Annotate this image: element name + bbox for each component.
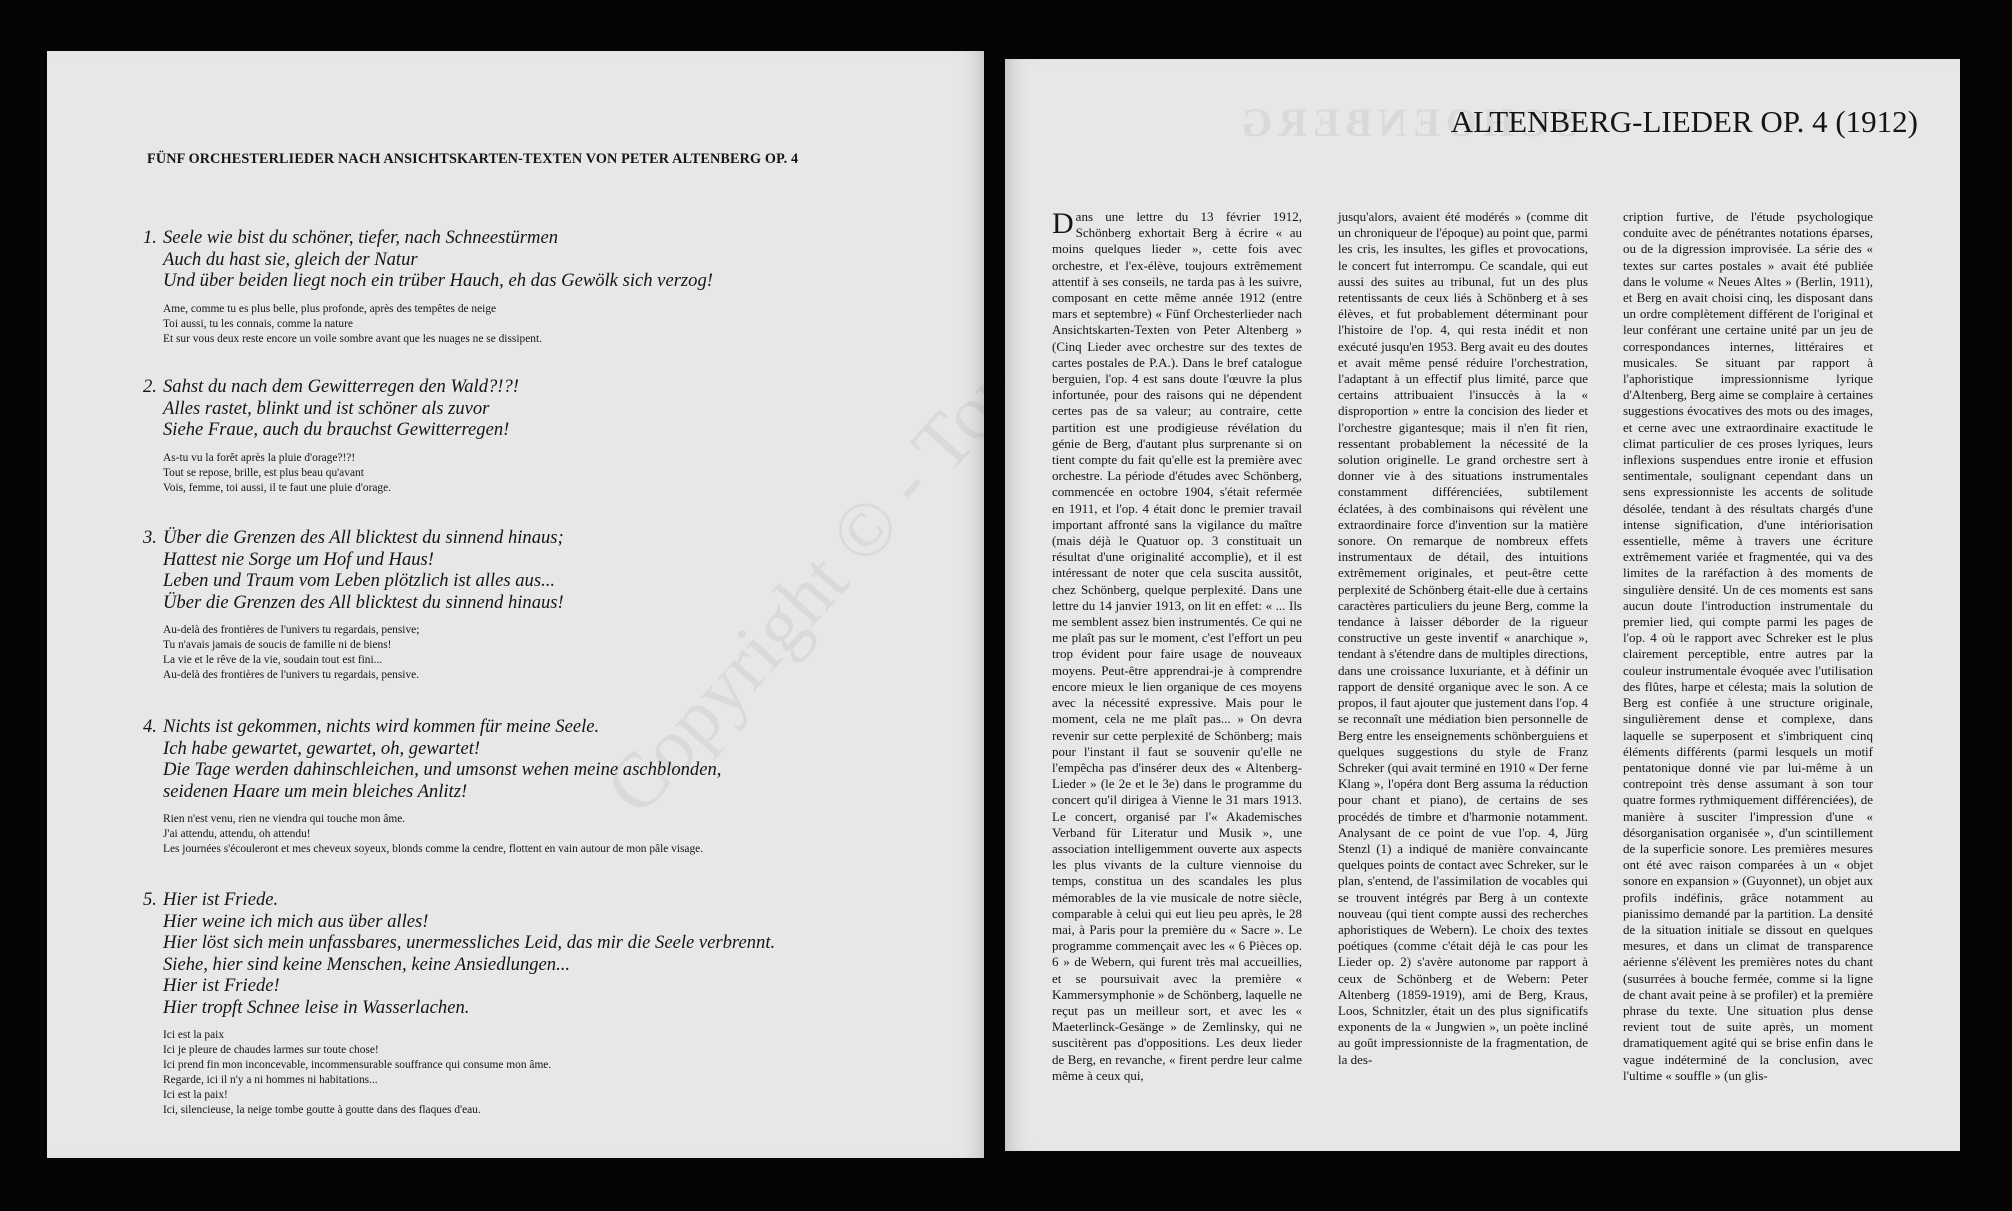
german-line: Hier löst sich mein unfassbares, unermessliches Leid, das mir die Seele verbrennt. [163,932,776,953]
show-through-text: SCHOENBERG [1235,100,1578,145]
french-line: Toi aussi, tu les connais, comme la nature [163,317,353,330]
german-line: Alles rastet, blinkt und ist schöner als zuvor [163,397,490,419]
text-column-2 [1338,209,1588,1068]
french-line: Ici est la paix! [163,1089,228,1101]
right-page-heading: ALTENBERG-LIEDER OP. 4 (1912) [1450,104,1918,139]
german-line: Siehe, hier sind keine Menschen, keine Ansiedlungen... [163,953,571,975]
french-line: Tu n'avais jamais de soucis de famille ni de biens! [163,639,392,651]
german-line: Hier ist Friede! [163,975,280,996]
left-page-heading: FÜNF ORCHESTERLIEDER NACH ANSICHTSKARTEN-TEXTEN VON PETER ALTENBERG OP. 4 [147,151,799,167]
french-line: Les journées s'écouleront et mes cheveux soyeux, blonds comme la cendre, flottent en vain autour de mon pâle visage. [163,843,704,855]
french-line: Ici prend fin mon inconcevable, incommensurable souffrance qui consume mon âme. [163,1059,552,1071]
french-line: J'ai attendu, attendu, oh attendu! [163,828,311,840]
french-line: Regarde, ici il n'y a ni hommes ni habitations... [163,1074,378,1086]
german-line: Auch du hast sie, gleich der Natur [163,248,418,270]
drop-cap: D [1052,207,1074,240]
song-5 [143,889,973,1118]
column-text: cription furtive, de l'étude psychologique conduite avec de pénétrantes notations éparses, ou de la digression improvisée. La série des « textes sur cartes postales » avait été publiée dans le volume « Neues Altes » (Berlin, 1911), et Berg en avait choisi cinq, les disposant dans un ordre complètement différent de l'original et leur conférant une certaine unité par un jeu de correspondances internes, littéraires et musicales. Se situant par rapport à l'aphoristique impressionnisme lyrique d'Altenberg, Berg aime se complaire à certaines suggestions évocatives des mots ou des images, et cerne avec une extraordinaire exactitude le climat particulier de ces proses lyriques, leurs inflexions suspendues entre ironie et effusion sentimentale, soulignant cependant dans un sens expressionniste les accents de solitude désolée, tendant à des résultats chargés d'une intense signification, d'une intériorisation essentielle, même à travers une écriture extrêmement variée et fragmentée, qui va des limites de la raréfaction à des moments de singulière densité. Un de ces moments est sans aucun doute l'introduction instrumentale du premier lied, qui compte parmi les pages de l'op. 4 où le rapport avec Schreker est le plus clairement perceptible, entre autres par la couleur instrumentale évoquée avec l'utilisation des flûtes, harpe et célesta; mais la solution de Berg est confiée à une structure originale, singulièrement dense et complexe, dans laquelle se superposent et s'imbriquent cinq éléments différents (parmi lesquels un motif pentatonique donné vie par lui-même à un contrepoint très dense assumant à son tour quatre formes rythmiquement différenciées), de manière à susciter l'impression d'une « désorganisation organisée », d'un scintillement de la superficie sonore. Les premières mesures ont été avec raison comparées à un « objet sonore en expansion » (Guyonnet), un objet aux profils indéfinis, grâce notamment au pianissimo demandé par la partition. La densité de la situation initiale se dissout en quelques mesures, et dans un climat de transparence aérienne s'élèvent les premières notes du chant (susurrées à bouche fermée, comme si la ligne de chant avait peine à se profiler) et la première phrase du texte. Une situation plus dense revient tout de suite après, un moment dramatiquement agité qui se brise enfin dans le vague indéterminé de la conclusion, avec l'ultime « souffle » (un glis- [1623,209,1873,1083]
german-line: Hier tropft Schnee leise in Wasserlachen. [163,996,470,1018]
french-line: Ame, comme tu es plus belle, plus profonde, après des tempêtes de neige [163,302,497,315]
french-line: Ici je pleure de chaudes larmes sur toute chose! [163,1044,379,1056]
song-1 [143,227,973,347]
french-line: Ici, silencieuse, la neige tombe goutte à goutte dans des flaques d'eau. [163,1104,481,1116]
copyright-watermark: Copyright © - Tous [587,318,1061,830]
german-line: Leben und Traum vom Leben plötzlich ist alles aus... [163,570,556,591]
german-line: Ich habe gewartet, gewartet, oh, gewartet! [163,737,481,759]
german-line: seidenen Haare um mein bleiches Anlitz! [163,780,468,802]
text-column-3 [1623,209,1873,1084]
german-line: Hier ist Friede. [163,889,279,910]
song-2 [143,376,973,496]
song-3 [143,527,973,683]
german-line: Seele wie bist du schöner, tiefer, nach Schneestürmen [163,227,559,248]
song-number: 2. [143,376,157,397]
left-page [47,51,1061,1158]
french-line: Ici est la paix [163,1029,225,1041]
french-line: Tout se repose, brille, est plus beau qu'avant [163,466,364,479]
french-line: Au-delà des frontières de l'univers tu regardais, pensive. [163,669,420,681]
german-line: Über die Grenzen des All blicktest du sinnend hinaus! [163,591,564,613]
song-number: 3. [143,527,157,548]
french-line: Au-delà des frontières de l'univers tu regardais, pensive; [163,624,420,636]
german-line: Und über beiden liegt noch ein trüber Hauch, eh das Gewölk sich verzog! [163,270,713,291]
song-number: 1. [143,227,157,248]
german-line: Über die Grenzen des All blicktest du sinnend hinaus; [163,527,564,548]
column-text: ans une lettre du 13 février 1912, Schönberg exhortait Berg à écrire « au moins quelques lieder », cette fois avec orchestre, et l'ex-élève, toujours extrêmement attentif à ses conseils, ne tarda pas à les suivre, composant en cette même année 1912 (entre mars et septembre) « Fünf Orchesterlieder nach Ansichtskarten-Texten von Peter Altenberg » (Cinq Lieder avec orchestre sur des textes de cartes postales de P.A.). Dans le bref catalogue berguien, l'op. 4 est sans doute l'œuvre la plus infortunée, pour des raisons qui ne dépendent certes pas de sa valeur; au contraire, cette partition est une prodigieuse révélation du génie de Berg, d'autant plus surprenante si on tient compte du fait qu'elle est la première avec orchestre. La période d'études avec Schönberg, commencée en octobre 1904, s'était refermée en 1911, et l'op. 4 était donc le premier travail important affronté sans la vigilance du maître (mais déjà le Quatuor op. 3 constituait un résultat d'une originalité accomplie), et il est intéressant de noter que cela suscita aussitôt, chez Schönberg, quelque perplexité. Dans une lettre du 14 janvier 1913, on lit en effet: « ... Ils me semblent assez bien instrumentés. Ce qui ne me plaît pas sur le moment, c'est l'effort un peu trop évident pour faire usage de nouveaux moyens. Peut-être apprendrai-je à comprendre encore mieux le lien organique de ces moyens avec la nécessité expressive. Mais pour le moment, cela ne me plaît pas... » On devra revenir sur cette perplexité de Schönberg; mais pour l'instant il faut se souvenir qu'elle ne l'empêcha pas d'insérer deux des « Altenberg-Lieder » (le 2e et le 3e) dans le programme du concert qu'il dirigea à Vienne le 31 mars 1913. Le concert, organisé par l'« Akademisches Verband für Literatur und Musik », une association intelligemment ouverte aux aspects les plus vivants de la culture viennoise du temps, constitua un des scandales les plus mémorables de la vie musicale de notre siècle, comparable à celui qui eut lieu peu après, le 28 mai, à Paris pour la première du « Sacre ». Le programme commençait avec les « 6 Pièces op. 6 » de Webern, qui furent très mal accueillies, et se poursuivait avec la première « Kammersymphonie » de Schönberg, laquelle ne reçut pas un meilleur sort, et avec les « Maeterlinck-Gesänge » de Zemlinsky, qui ne suscitèrent pas d'oppositions. Les deux lieder de Berg, en revanche, « firent perdre leur calme même à ceux qui, [1052,209,1302,1083]
song-number: 4. [143,716,157,737]
german-line: Nichts ist gekommen, nichts wird kommen für meine Seele. [163,716,600,737]
german-line: Hattest nie Sorge um Hof und Haus! [163,548,434,570]
right-page [1005,59,1960,1151]
song-number: 5. [143,889,157,910]
column-text: jusqu'alors, avaient été modérés » (comme dit un chroniqueur de l'époque) au point que, parmi les cris, les insultes, les gifles et provocations, le concert fut interrompu. Ce scandale, qui eut aussi des suites au tribunal, fut un des plus retentissants de ceux liés à Schönberg et à ses élèves, et fut probablement déterminant pour l'histoire de l'op. 4, qui resta inédit et non exécuté jusqu'en 1953. Berg avait eu des doutes et avait même pensé réduire l'orchestration, l'adaptant à un effectif plus limité, parce que certains attribuaient l'insuccès à la « disproportion » entre la concision des lieder et l'orchestre gigantesque; mais il n'en fit rien, ressentant probablement la nécessité de la solution originelle. Le grand orchestre sert à donner vie à des situations instrumentales constamment différenciées, subtilement éclatées, à des combinaisons qui révèlent une extraordinaire force d'invention sur la matière sonore. On remarque de nombreux effets instrumentaux de détail, des intuitions extrêmement originales, et peut-être cette perplexité de Schönberg était-elle due à certains caractères particuliers du jeune Berg, comme la tendance à laisser déborder de la rigueur constructive un geste inventif « anarchique », tendant à s'étendre dans de multiples directions, dans une croissance luxuriante, et à définir un rapport de densité organique avec le son. A ce propos, il faut ajouter que justement dans l'op. 4 se reconnaît une médiation bien personnelle de Berg entre les enseignements schönberguiens et quelques suggestions du style de Franz Schreker (qui avait terminé en 1910 « Der ferne Klang », l'opéra dont Berg assuma la réduction pour chant et piano), de certains de ses procédés de timbre et d'harmonie notamment. Analysant de ce point de vue l'op. 4, Jürg Stenzl (1) a indiqué de manière convaincante quelques points de contact avec Schreker, sur le plan, s'entend, de l'assimilation de vocables qui se trouvent intégrés par Berg à un contexte nouveau (qui tient compte aussi des recherches aphoristiques de Webern). Le choix des textes poétiques (comme c'était déjà le cas pour les Lieder op. 2) s'avère autonome par rapport à ceux de Schönberg et de Webern: Peter Altenberg (1859-1919), ami de Berg, Kraus, Loos, Schnitzler, était un des plus significatifs exponents de la « Jungwien », un poète incliné au goût impressionniste de la fragmentation, de la des- [1338,209,1589,1067]
french-line: La vie et le rêve de la vie, soudain tout est fini... [163,654,383,666]
german-line: Sahst du nach dem Gewitterregen den Wald?!?! [163,376,519,397]
french-line: Vois, femme, toi aussi, il te faut une pluie d'orage. [163,481,392,494]
german-line: Siehe Fraue, auch du brauchst Gewitterregen! [163,419,510,440]
french-line: Rien n'est venu, rien ne viendra qui touche mon âme. [163,813,406,825]
german-line: Hier weine ich mich aus über alles! [163,910,429,932]
german-line: Die Tage werden dahinschleichen, und umsonst wehen meine aschblonden, [163,759,722,780]
french-line: As-tu vu la forêt après la pluie d'orage?!?! [163,451,356,464]
song-4 [143,716,973,857]
french-line: Et sur vous deux reste encore un voile sombre avant que les nuages ne se dissipent. [163,332,542,345]
text-column-1 [1052,209,1302,1084]
